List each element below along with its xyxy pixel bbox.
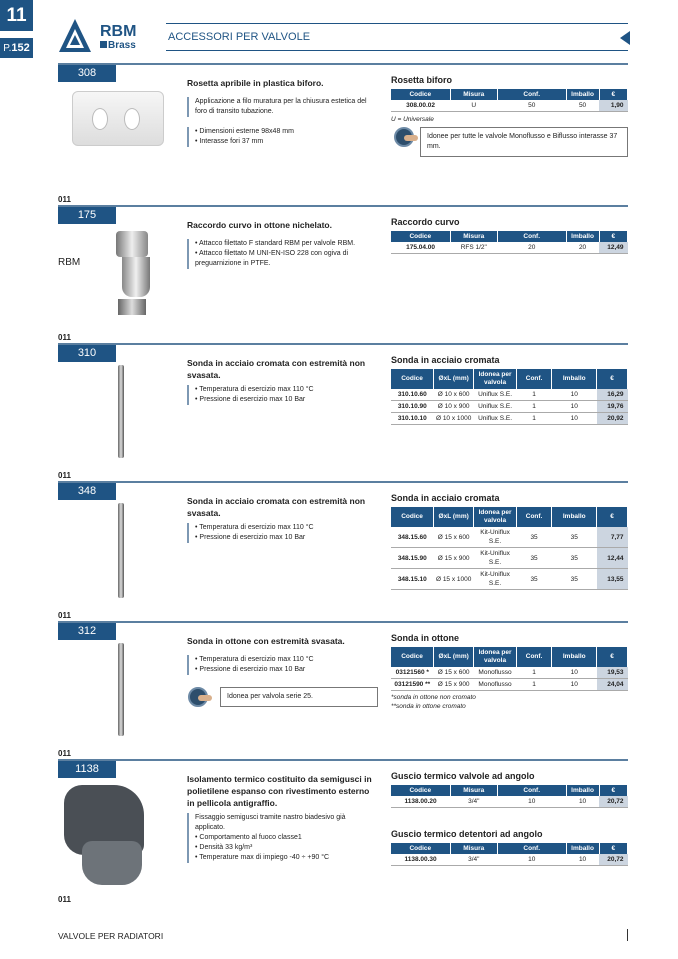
- price: 13,55: [597, 569, 628, 590]
- feature-item: • Temperatura di esercizio max 110 °C: [195, 655, 377, 665]
- table-cell: Uniflux S.E.: [474, 389, 517, 401]
- column-header: ØxL (mm): [434, 369, 474, 389]
- product-image: [58, 85, 183, 187]
- product-section-1138: [58, 759, 628, 905]
- column-header: Conf.: [516, 369, 551, 389]
- table-title: Sonda in ottone: [391, 633, 459, 643]
- table-header-row: [391, 231, 628, 242]
- footer-label: VALVOLE PER RADIATORI: [58, 931, 164, 941]
- price-table: [391, 647, 628, 691]
- column-header: €: [599, 843, 627, 854]
- column-header: Codice: [391, 785, 450, 796]
- feature-item: • Temperature max di impiego -40 ÷ +90 °C: [195, 853, 377, 863]
- feature-list: [187, 127, 377, 147]
- price-table: [391, 843, 628, 866]
- product-code-badge: 348: [58, 483, 116, 500]
- feature-item: • Comportamento al fuoco classe1: [195, 833, 377, 843]
- table-cell: Monoflusso: [474, 679, 517, 691]
- column-header: Imballo: [566, 89, 599, 100]
- header-title: ACCESSORI PER VALVOLE: [168, 31, 311, 43]
- price: 24,04: [597, 679, 628, 691]
- table-cell: 10: [497, 796, 566, 808]
- product-section-308: [58, 63, 628, 205]
- price-table: [391, 369, 628, 425]
- column-header: €: [599, 89, 627, 100]
- table-row[interactable]: [391, 679, 628, 691]
- section-number: 011: [58, 895, 71, 904]
- column-header: Codice: [391, 369, 434, 389]
- table-cell: 3/4": [450, 796, 497, 808]
- back-arrow-icon[interactable]: [620, 31, 630, 45]
- feature-item: • Pressione di esercizio max 10 Bar: [195, 533, 377, 543]
- probe-image: [118, 365, 124, 458]
- feature-list: [187, 655, 377, 675]
- feature-item: • Interasse fori 37 mm: [195, 137, 377, 147]
- table-title: Sonda in acciaio cromata: [391, 493, 500, 503]
- table-cell: RFS 1/2": [450, 242, 497, 254]
- table-cell: 35: [516, 527, 551, 548]
- price-table: [391, 89, 628, 112]
- table-cell: 1: [516, 401, 551, 413]
- product-section-175: [58, 205, 628, 343]
- table-cell: 10: [566, 854, 599, 866]
- table-row[interactable]: [391, 413, 628, 425]
- table-cell: 1: [516, 389, 551, 401]
- table-header-row: [391, 89, 628, 100]
- page-number: [0, 38, 33, 58]
- table-header-row: [391, 507, 628, 527]
- table-row[interactable]: [391, 854, 628, 866]
- description: [187, 97, 377, 117]
- column-header: Codice: [391, 231, 450, 242]
- column-header: Idonea per valvola: [474, 647, 517, 667]
- product-image: [58, 781, 183, 887]
- product-title: Raccordo curvo in ottone nichelato.: [187, 220, 332, 230]
- section-number: 011: [58, 195, 71, 204]
- column-header: Misura: [450, 89, 497, 100]
- table-cell: 50: [566, 100, 599, 112]
- column-header: Conf.: [497, 89, 566, 100]
- feature-item: • Pressione di esercizio max 10 Bar: [195, 395, 377, 405]
- price-table: [391, 507, 628, 590]
- section-number: 011: [58, 333, 71, 342]
- column-header: Conf.: [516, 647, 551, 667]
- logo-triangle-icon: [57, 17, 137, 55]
- chapter-tab[interactable]: 11: [0, 0, 33, 31]
- product-code: 03121560 *: [391, 667, 434, 679]
- product-code-badge: 310: [58, 345, 116, 362]
- product-code: 348.15.10: [391, 569, 434, 590]
- product-code-badge: 1138: [58, 761, 116, 778]
- table-note: *sonda in ottone non cromato: [391, 694, 476, 701]
- feature-list: [187, 833, 377, 863]
- table-cell: 35: [552, 548, 597, 569]
- table-header-row: [391, 785, 628, 796]
- product-code: 348.15.90: [391, 548, 434, 569]
- column-header: €: [597, 507, 628, 527]
- feature-list: [187, 239, 377, 269]
- table-cell: 10: [552, 679, 597, 691]
- probe-image: [118, 503, 124, 598]
- column-header: Misura: [450, 785, 497, 796]
- product-code-badge: 175: [58, 207, 116, 224]
- product-code: 1138.00.30: [391, 854, 450, 866]
- product-section-312: [58, 621, 628, 759]
- column-header: Conf.: [497, 785, 566, 796]
- table-row[interactable]: [391, 527, 628, 548]
- column-header: Misura: [450, 843, 497, 854]
- table-note: U = Universale: [391, 116, 434, 123]
- table-cell: Monoflusso: [474, 667, 517, 679]
- table-cell: Ø 10 x 1000: [434, 413, 474, 425]
- product-code: 1138.00.20: [391, 796, 450, 808]
- column-header: €: [597, 369, 628, 389]
- product-image: [58, 643, 183, 741]
- column-header: Imballo: [552, 507, 597, 527]
- product-title: Rosetta apribile in plastica biforo.: [187, 78, 324, 88]
- feature-item: • Temperatura di esercizio max 110 °C: [195, 385, 377, 395]
- column-header: Conf.: [497, 231, 566, 242]
- table-cell: U: [450, 100, 497, 112]
- price: 16,29: [597, 389, 628, 401]
- table-cell: 20: [566, 242, 599, 254]
- table-row[interactable]: [391, 667, 628, 679]
- page-value: 152: [11, 42, 30, 54]
- product-section-348: [58, 481, 628, 621]
- column-header: Imballo: [566, 231, 599, 242]
- table-cell: Kit-Uniflux S.E.: [474, 569, 517, 590]
- table-cell: 10: [497, 854, 566, 866]
- section-number: 011: [58, 749, 71, 758]
- product-code: 310.10.10: [391, 413, 434, 425]
- table-cell: 35: [552, 569, 597, 590]
- column-header: Idonea per valvola: [474, 369, 517, 389]
- column-header: Codice: [391, 89, 450, 100]
- table-row[interactable]: [391, 569, 628, 590]
- page-prefix: P.: [3, 43, 12, 54]
- feature-item: • Attacco filettato M UNI-EN-ISO 228 con ogiva di preguarnizione in PTFE.: [195, 249, 377, 269]
- feature-item: • Dimensioni esterne 98x48 mm: [195, 127, 377, 137]
- column-header: €: [599, 785, 627, 796]
- table-row[interactable]: [391, 242, 628, 254]
- table-cell: 50: [497, 100, 566, 112]
- table-cell: 10: [552, 667, 597, 679]
- table-cell: 10: [566, 796, 599, 808]
- description: [187, 813, 377, 833]
- column-header: ØxL (mm): [434, 507, 474, 527]
- product-image: [58, 227, 183, 325]
- price: 12,49: [599, 242, 627, 254]
- table-cell: Ø 15 x 1000: [434, 569, 474, 590]
- price: 7,77: [597, 527, 628, 548]
- table-header-row: [391, 843, 628, 854]
- section-header: [166, 23, 628, 51]
- product-code: 175.04.00: [391, 242, 450, 254]
- table-cell: Ø 10 x 600: [434, 389, 474, 401]
- column-header: Imballo: [552, 647, 597, 667]
- column-header: €: [599, 231, 627, 242]
- table-cell: 20: [497, 242, 566, 254]
- table-note: **sonda in ottone cromato: [391, 703, 466, 710]
- table-header-row: [391, 647, 628, 667]
- column-header: €: [597, 647, 628, 667]
- pointing-hand-icon: [188, 687, 208, 707]
- description-text: Applicazione a filo muratura per la chiusura estetica del foro di transito tubazione.: [195, 98, 367, 115]
- svg-text:Brass: Brass: [108, 40, 136, 51]
- column-header: Conf.: [516, 507, 551, 527]
- column-header: Codice: [391, 507, 434, 527]
- product-code: 310.10.60: [391, 389, 434, 401]
- price-table: [391, 231, 628, 254]
- column-header: Idonea per valvola: [474, 507, 517, 527]
- feature-item: • Densità 33 kg/m³: [195, 843, 377, 853]
- price: 20,92: [597, 413, 628, 425]
- product-title: Sonda in ottone con estremità svasata.: [187, 636, 345, 646]
- price: 20,72: [599, 796, 627, 808]
- column-header: Imballo: [566, 785, 599, 796]
- table-cell: 10: [552, 413, 597, 425]
- feature-item: • Attacco filettato F standard RBM per valvole RBM.: [195, 239, 377, 249]
- table-cell: 1: [516, 667, 551, 679]
- product-code: 348.15.60: [391, 527, 434, 548]
- image-label: RBM: [58, 257, 81, 268]
- feature-list: [187, 385, 377, 405]
- price: 19,53: [597, 667, 628, 679]
- table-title: Rosetta biforo: [391, 75, 453, 85]
- footer: [58, 929, 628, 941]
- column-header: Conf.: [497, 843, 566, 854]
- table-title: Sonda in acciaio cromata: [391, 355, 500, 365]
- column-header: Imballo: [566, 843, 599, 854]
- table-row[interactable]: [391, 796, 628, 808]
- table-cell: Ø 15 x 600: [434, 527, 474, 548]
- table-cell: Kit-Uniflux S.E.: [474, 548, 517, 569]
- product-title: Sonda in acciaio cromata con estremità non svasata.: [187, 496, 366, 518]
- price-table: [391, 785, 628, 808]
- feature-item: • Temperatura di esercizio max 110 °C: [195, 523, 377, 533]
- table-title: Raccordo curvo: [391, 217, 460, 227]
- price: 1,90: [599, 100, 627, 112]
- table-cell: 10: [552, 401, 597, 413]
- table-cell: Uniflux S.E.: [474, 413, 517, 425]
- product-code: 308.00.02: [391, 100, 450, 112]
- price: 20,72: [599, 854, 627, 866]
- product-image: [58, 503, 183, 603]
- table-cell: Kit-Uniflux S.E.: [474, 527, 517, 548]
- tip-box: Idonea per valvola serie 25.: [220, 687, 378, 707]
- table-row[interactable]: [391, 389, 628, 401]
- feature-list: [187, 523, 377, 543]
- section-number: 011: [58, 611, 71, 620]
- table-row[interactable]: [391, 401, 628, 413]
- table-title: Guscio termico detentori ad angolo: [391, 829, 543, 839]
- description-text: Fissaggio semigusci tramite nastro biadesivo già applicato.: [195, 814, 346, 831]
- table-cell: 10: [552, 389, 597, 401]
- table-cell: Ø 15 x 600: [434, 667, 474, 679]
- column-header: Codice: [391, 647, 434, 667]
- column-header: Codice: [391, 843, 450, 854]
- product-image: [58, 365, 183, 463]
- price: 19,76: [597, 401, 628, 413]
- tip-box: Idonee per tutte le valvole Monoflusso e Biflusso interasse 37 mm.: [420, 127, 628, 157]
- product-section-310: [58, 343, 628, 481]
- table-cell: 1: [516, 413, 551, 425]
- product-code-badge: 308: [58, 65, 116, 82]
- table-row[interactable]: [391, 548, 628, 569]
- product-title: Sonda in acciaio cromata con estremità non svasata.: [187, 358, 366, 380]
- column-header: Imballo: [552, 369, 597, 389]
- table-cell: Ø 10 x 900: [434, 401, 474, 413]
- table-title: Guscio termico valvole ad angolo: [391, 771, 535, 781]
- probe-image: [118, 643, 124, 736]
- table-cell: 35: [516, 569, 551, 590]
- table-cell: 35: [552, 527, 597, 548]
- price: 12,44: [597, 548, 628, 569]
- pointing-hand-icon: [394, 127, 414, 147]
- table-header-row: [391, 369, 628, 389]
- product-code: 310.10.90: [391, 401, 434, 413]
- table-cell: Ø 15 x 900: [434, 679, 474, 691]
- column-header: Misura: [450, 231, 497, 242]
- column-header: ØxL (mm): [434, 647, 474, 667]
- table-cell: 1: [516, 679, 551, 691]
- table-row[interactable]: [391, 100, 628, 112]
- section-number: 011: [58, 471, 71, 480]
- table-cell: 35: [516, 548, 551, 569]
- rbm-logo: [57, 17, 137, 55]
- table-cell: Uniflux S.E.: [474, 401, 517, 413]
- product-code-badge: 312: [58, 623, 116, 640]
- product-code: 03121590 **: [391, 679, 434, 691]
- table-cell: 3/4": [450, 854, 497, 866]
- product-title: Isolamento termico costituito da semigusci in polietilene espanso con rivestimento esterno in pellicola antigraffio.: [187, 774, 372, 808]
- feature-item: • Pressione di esercizio max 10 Bar: [195, 665, 377, 675]
- table-cell: Ø 15 x 900: [434, 548, 474, 569]
- svg-text:RBM: RBM: [100, 23, 137, 40]
